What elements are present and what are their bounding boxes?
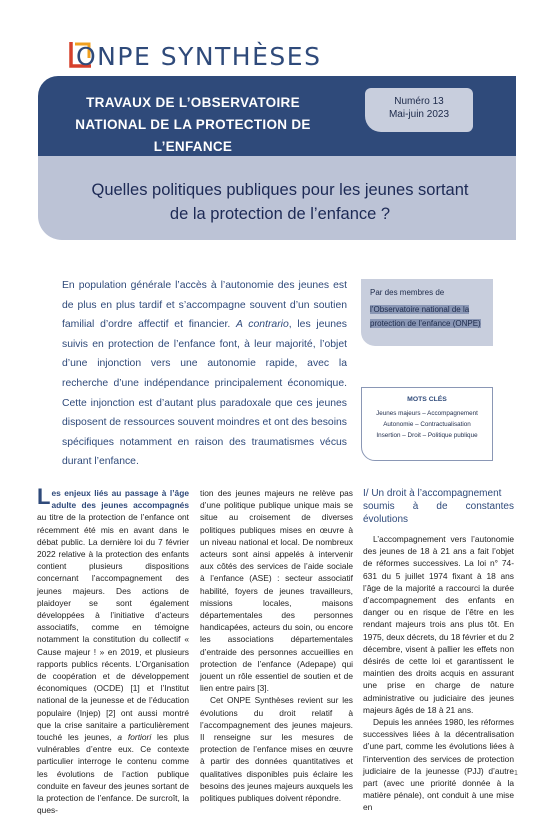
document-title-line2: de la protection de l’enfance ? xyxy=(169,205,391,223)
section-heading-line2: soumis à de constantes évolutions xyxy=(363,501,514,525)
section-heading-line1: I/ Un droit à l’accompagnement xyxy=(363,488,502,499)
intro-text-b: , les jeunes suivis en protection de l’enfance font, à leur majorité, l’objet d’une injonction vers une autonomie rapide, avec la recherche d’une indépendance principalement économique. Cette injonction est d’autant plus paradoxale que ces jeunes disposent de ressources souvent moindres et ont des besoins spécifiques notamment en raison des traumatismes vécus durant l’enfance. xyxy=(62,319,348,468)
authors-label: Par des membres de xyxy=(370,288,445,297)
section-heading xyxy=(363,487,514,526)
body-column-3 xyxy=(363,487,514,814)
issue-date: Mai-juin 2023 xyxy=(388,109,450,120)
lead-text: es enjeux liés au passage à l’âge adulte des jeunes accompagnés xyxy=(51,488,189,511)
keywords-line: Insertion – Droit – Politique publique xyxy=(376,432,478,439)
issue-number: Numéro 13 xyxy=(394,96,444,107)
brand-title: ONPE SYNTHÈSES xyxy=(76,42,322,71)
authors-box xyxy=(361,279,493,346)
page-number: 1 xyxy=(514,770,518,777)
issue-badge xyxy=(365,88,473,132)
document-title xyxy=(60,178,500,226)
drop-cap: L xyxy=(37,484,51,509)
body-column-1 xyxy=(37,484,189,816)
intro-paragraph xyxy=(62,276,347,472)
paragraph: Depuis les années 1980, les réformes successives liées à la décentralisation d’une part, comme les évolutions liées à l’intervention des services de protection judiciaire de la jeunesse (PJJ) d’autre part (avec une priorité donnée à la matière pénale), ont conduit à une mise en xyxy=(363,717,514,813)
paragraph: tion des jeunes majeurs ne relève pas d’une politique publique unique mais se situe au croisement de diverses politiques publiques mises en œuvre à un niveau national et local. De nombreux acteurs sont ainsi appelés à intervenir aux côtés des services de l’aide sociale à l’enfance (ASE) : secteur associatif habilité, foyers de jeunes travailleurs, missions locales, maisons départementales des personnes handicapées, acteurs du soin, ou encore les associations départementales d’entraide des personnes accueillies en protection de l’enfance (Adepape) qui jouent un rôle essentiel de soutien et de lien entre pairs [3]. xyxy=(200,488,353,694)
intro-text-a: En population générale l’accès à l’autonomie des jeunes est de plus en plus tardif et s’accompagne souvent d’un soutien familial d’ordre affectif et financier. xyxy=(62,280,347,331)
observatory-title-line1: TRAVAUX DE L’OBSERVATOIRE xyxy=(86,95,300,110)
observatory-title xyxy=(48,92,338,158)
column-text: au titre de la protection de l’enfance ont récemment été mis en avant dans le débat public. La dernière loi du 7 février 2022 relative à la protection des enfants contient plusieurs dispositions concernant l’accompagnement des jeunes majeurs. Des actions de plaidoyer se sont également développées à l’initiative d’acteurs associatifs, comme en témoigne notamment la constitution du collectif « Cause majeur ! » en 2019, et plusieurs rapports publics récents. L’Organisation de coopération et de développement économiques (OCDE) [1] et l’Institut national de la jeunesse et de l’éducation populaire (Injep) [2] ont aussi montré que la crise sanitaire a particulièrement touché les jeunes, xyxy=(37,512,189,743)
authors-org-line1: l’Observatoire national de la xyxy=(370,305,470,314)
column-text: les plus vulnérables d’entre eux. Ce contexte particulier interroge le contenu comme les évolutions de l’action publique conduite en faveur des jeunes sortant de la protection de l’enfance. De surcroît, la ques- xyxy=(37,732,189,816)
keywords-line: Autonomie – Contractualisation xyxy=(383,421,471,428)
keywords-box xyxy=(361,387,493,461)
keywords-title: MOTS CLÉS xyxy=(407,396,447,403)
paragraph: Cet ONPE Synthèses revient sur les évolutions du droit relatif à l’accompagnement des jeunes majeurs. Il renseigne sur les mesures de protection de l’enfance mises en œuvre à partir des données quantitatives et qualitatives disponibles puis éclaire les besoins des jeunes majeurs auxquels les politiques publiques doivent répondre. xyxy=(200,695,353,804)
authors-org-line2: protection de l’enfance (ONPE) xyxy=(370,319,481,328)
paragraph: L’accompagnement vers l’autonomie des jeunes de 18 à 21 ans a fait l’objet de réformes successives. La loi n° 74-631 du 5 juillet 1974 fixant à 18 ans l’âge de la majorité a raccourci la durée d’accompagnement des enfants en danger ou en risque de l’être en les rendant majeurs trois ans plus tôt. En 1975, deux décrets, du 18 février et du 2 décembre, visent à pallier les effets non désirés de cette loi et garantissent le maintien des droits acquis en assurant une prise en charge de nature administrative ou judiciaire des jeunes majeurs âgés de 18 à 21 ans. xyxy=(363,534,514,715)
keywords-line: Jeunes majeurs – Accompagnement xyxy=(376,410,478,417)
body-column-2 xyxy=(200,487,353,804)
column-italic: a fortiori xyxy=(117,732,152,743)
observatory-title-line2: NATIONAL DE LA PROTECTION DE L’ENFANCE xyxy=(75,117,311,154)
document-title-line1: Quelles politiques publiques pour les jeunes sortant xyxy=(91,181,469,199)
intro-italic: A contrario xyxy=(236,319,289,331)
